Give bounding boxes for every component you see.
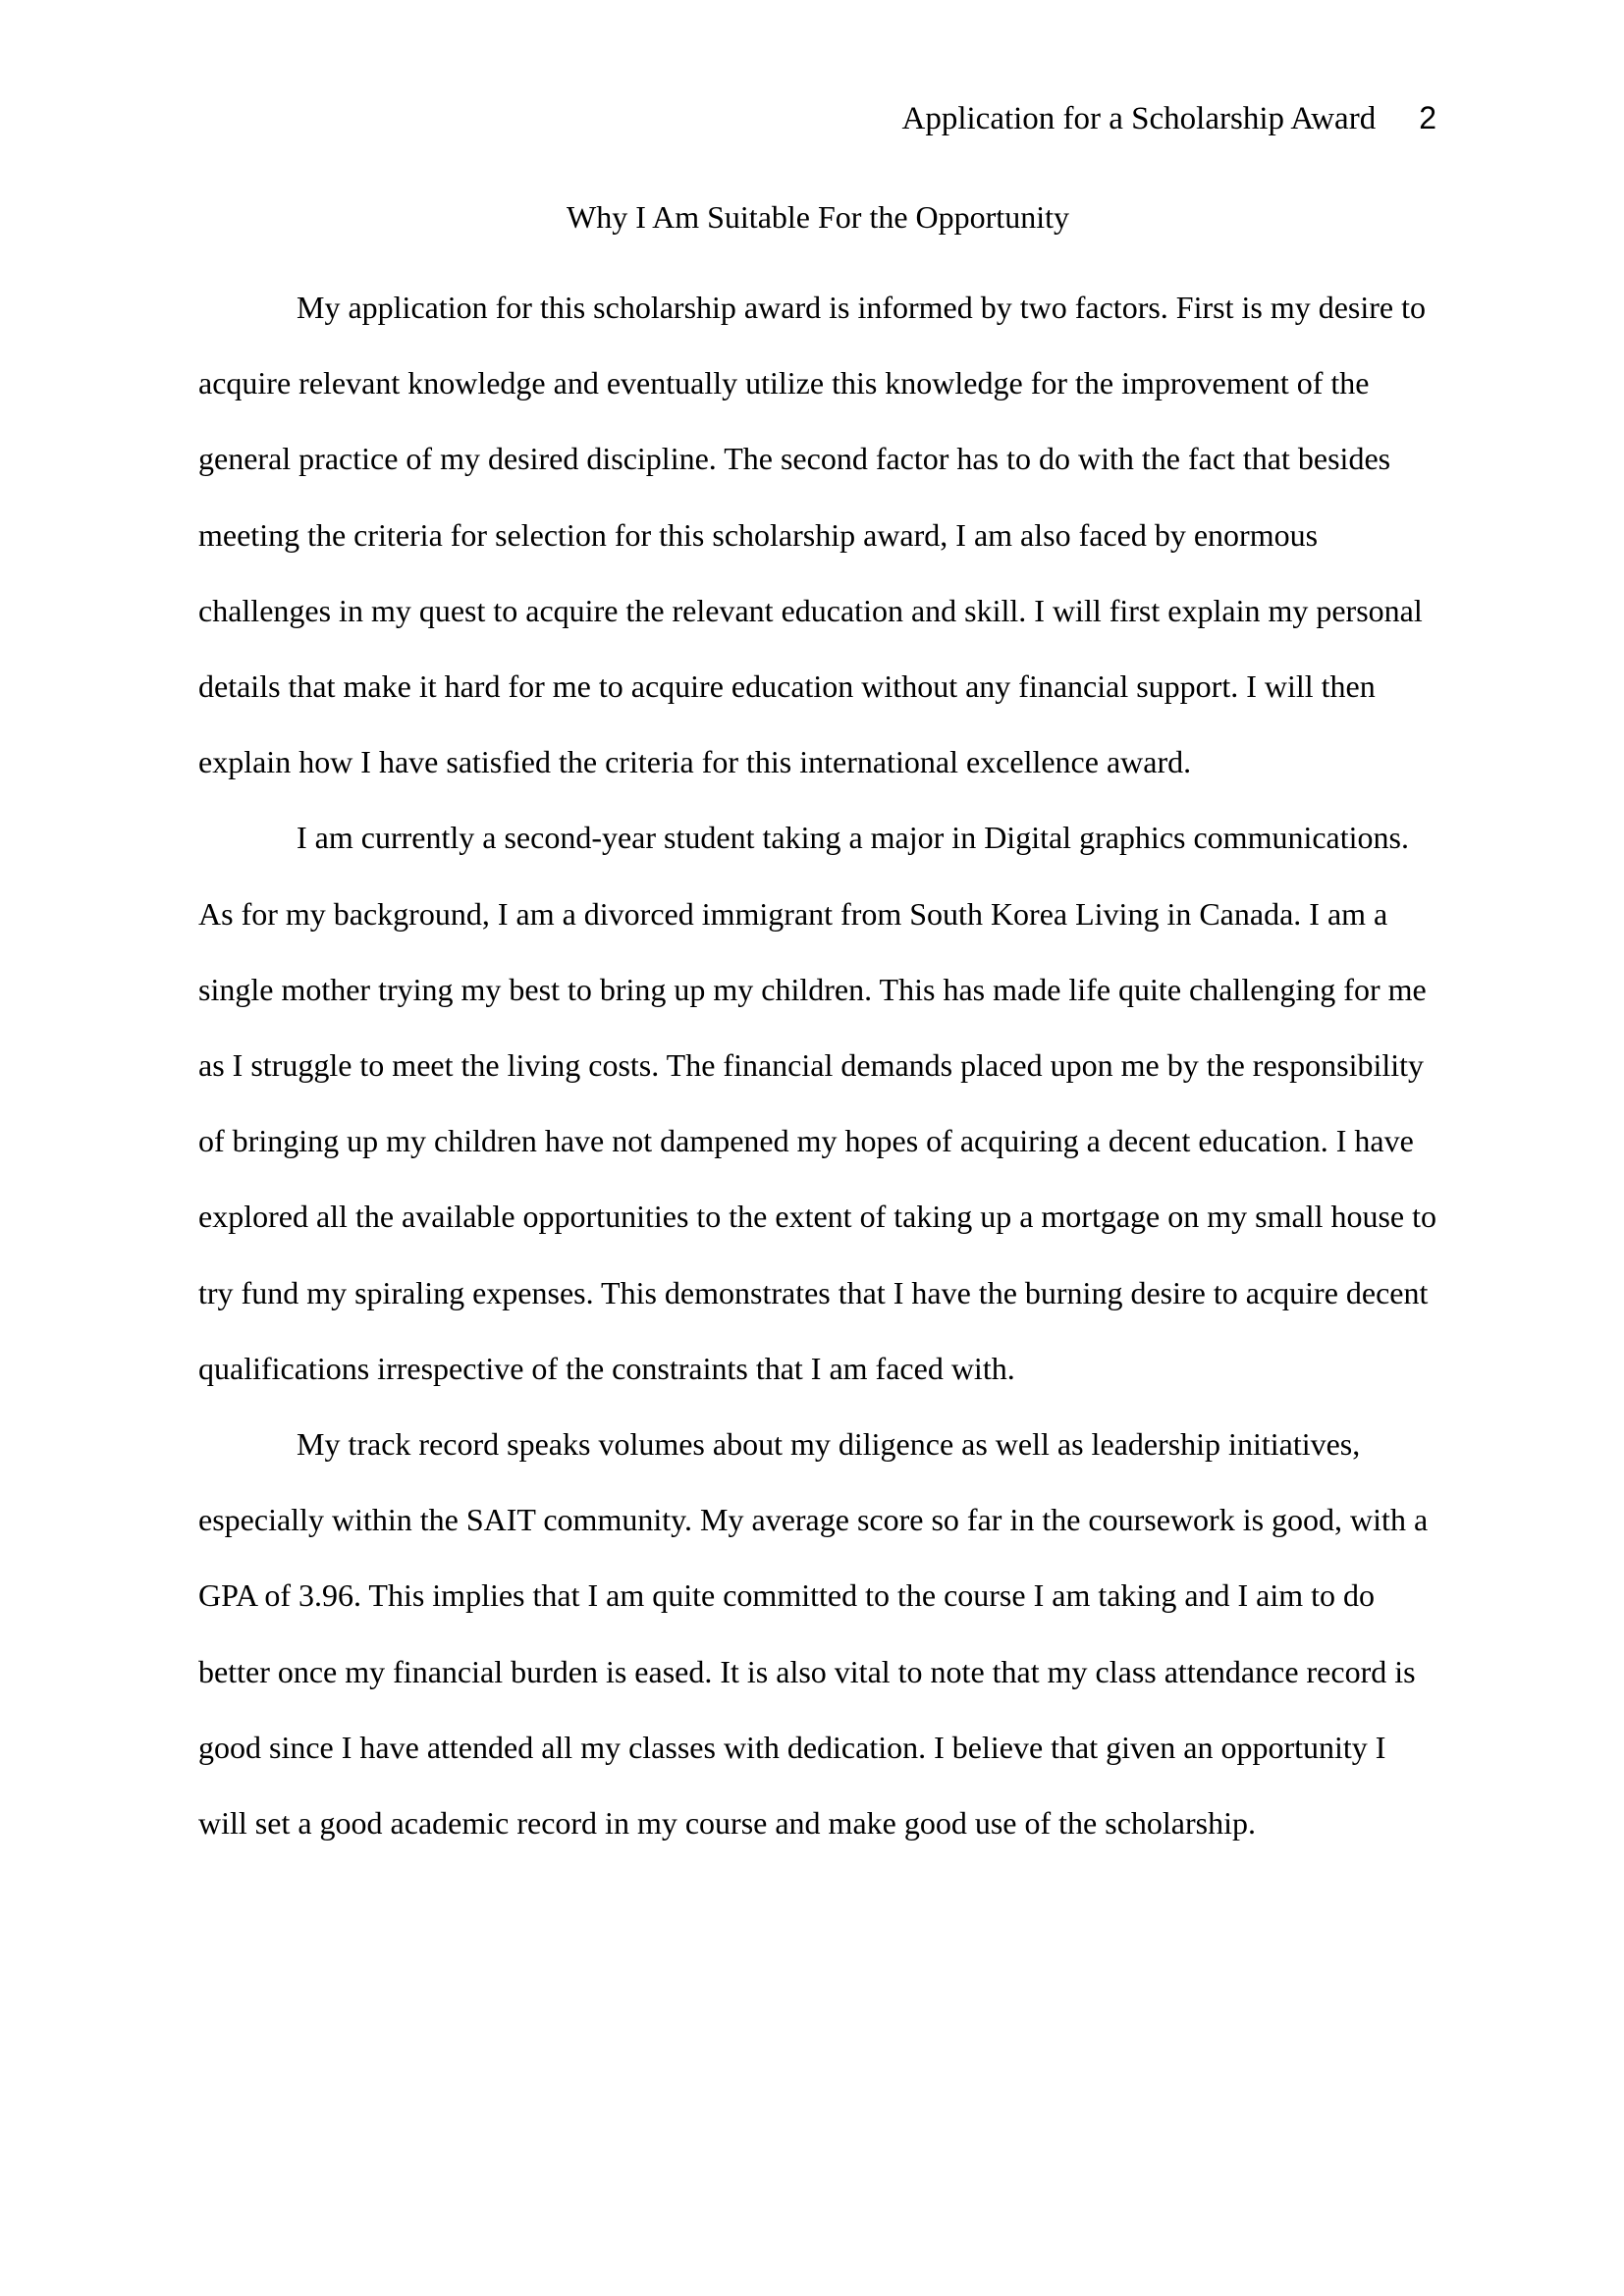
page-number: 2 (1419, 100, 1436, 135)
document-body (198, 194, 1437, 1861)
running-title: Application for a Scholarship Award (901, 101, 1377, 136)
section-heading: Why I Am Suitable For the Opportunity (567, 199, 1069, 235)
running-head (902, 96, 1437, 140)
paragraph-track-record: My track record speaks volumes about my diligence as well as leadership initiatives, especially within the SAIT community. My average score so far in the coursework is good, with a GPA of 3.96. This implies that I am quite committed to the course I am taking and I aim to do better once my financial burden is eased. It is also vital to note that my class attendance record is good since I have attended all my classes with dedication. I believe that given an opportunity I will set a good academic record in my course and make good use of the scholarship. (198, 1426, 1429, 1842)
paragraph-background: I am currently a second-year student taking a major in Digital graphics communications. As for my background, I am a divorced immigrant from South Korea Living in Canada. I am a single mother trying my best to bring up my children. This has made life quite challenging for me as I struggle to meet the living costs. The financial demands placed upon me by the responsibility of bringing up my children have not dampened my hopes of acquiring a decent education. I have explored all the available opportunities to the extent of taking up a mortgage on my small house to try fund my spiraling expenses. This demonstrates that I have the burning desire to acquire decent qualifications irrespective of the constraints that I am faced with. (198, 820, 1437, 1386)
paragraph-motivation: My application for this scholarship award is informed by two factors. First is my desire to acquire relevant knowledge and eventually utilize this knowledge for the improvement of the general practice of my desired discipline. The second factor has to do with the fact that besides meeting the criteria for selection for this scholarship award, I am also faced by enormous challenges in my quest to acquire the relevant education and skill. I will first explain my personal details that make it hard for me to acquire education without any financial support. I will then explain how I have satisfied the criteria for this international excellence award. (198, 290, 1427, 780)
